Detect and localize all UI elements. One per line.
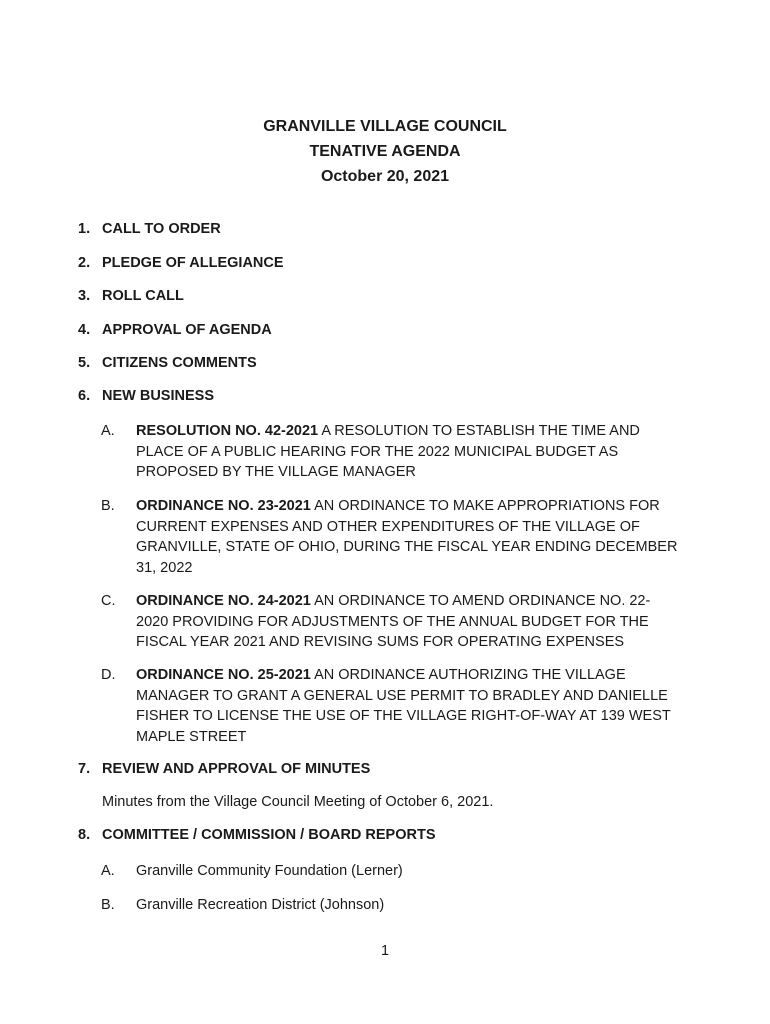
item-number: 6. [78, 388, 91, 404]
sub-item-letter: B. [101, 897, 115, 913]
agenda-item-reports [78, 827, 436, 843]
item-label: REVIEW AND APPROVAL OF MINUTES [102, 761, 371, 777]
agenda-date: October 20, 2021 [320, 168, 450, 185]
agenda-title: TENATIVE AGENDA [309, 143, 461, 160]
sub-item-letter: A. [101, 863, 115, 879]
item-number: 5. [78, 355, 91, 371]
agenda-item-roll-call [78, 288, 184, 304]
item-label: NEW BUSINESS [102, 388, 214, 404]
item-label: ROLL CALL [102, 288, 184, 304]
agenda-item-new-business [78, 388, 214, 404]
item-label: APPROVAL OF AGENDA [102, 322, 272, 338]
item-number: 4. [78, 322, 91, 338]
item-number: 8. [78, 827, 91, 843]
sub-item-body [136, 421, 681, 483]
item-number: 2. [78, 255, 91, 271]
agenda-item-pledge [78, 255, 284, 271]
agenda-item-approval-of-agenda [78, 322, 272, 338]
sub-item-letter: A. [101, 423, 115, 439]
item-label: CALL TO ORDER [102, 221, 221, 237]
minutes-note: Minutes from the Village Council Meeting of October 6, 2021. [102, 794, 494, 810]
resolution-text: A RESOLUTION TO ESTABLISH THE TIME AND PLACE OF A PUBLIC HEARING FOR THE 2022 MUNICIPAL BUDGET AS PROPOSED BY THE VILLAGE MANAGER [136, 423, 640, 480]
item-number: 1. [78, 221, 91, 237]
report-text: Granville Community Foundation (Lerner) [136, 863, 403, 879]
sub-item-body [136, 591, 681, 653]
item-number: 7. [78, 761, 91, 777]
ordinance-text: AN ORDINANCE TO MAKE APPROPRIATIONS FOR CURRENT EXPENSES AND OTHER EXPENDITURES OF THE VILLAGE OF GRANVILLE, STATE OF OHIO, DURING THE FISCAL YEAR ENDING DECEMBER 31, 2022 [136, 498, 678, 576]
council-title: GRANVILLE VILLAGE COUNCIL [263, 118, 507, 135]
agenda-item-citizens-comments [78, 355, 257, 371]
report-text: Granville Recreation District (Johnson) [136, 897, 385, 913]
sub-item-letter: B. [101, 498, 115, 514]
ordinance-text: AN ORDINANCE AUTHORIZING THE VILLAGE MANAGER TO GRANT A GENERAL USE PERMIT TO BRADLEY AND DANIELLE FISHER TO LICENSE THE USE OF THE VILLAGE RIGHT-OF-WAY AT 139 WEST MAPLE STREET [136, 667, 671, 745]
ordinance-ref: ORDINANCE NO. 25-2021 [136, 667, 311, 683]
sub-item-letter: C. [101, 593, 116, 609]
page-number: 1 [380, 943, 390, 959]
sub-item-body [136, 496, 681, 578]
item-label: PLEDGE OF ALLEGIANCE [102, 255, 284, 271]
item-label: CITIZENS COMMENTS [102, 355, 257, 371]
resolution-ref: RESOLUTION NO. 42-2021 [136, 423, 319, 439]
ordinance-text: AN ORDINANCE TO AMEND ORDINANCE NO. 22-2020 PROVIDING FOR ADJUSTMENTS OF THE ANNUAL BUDGET FOR THE FISCAL YEAR 2021 AND REVISING SUMS FOR OPERATING EXPENSES [136, 593, 651, 650]
ordinance-ref: ORDINANCE NO. 23-2021 [136, 498, 311, 514]
item-label: COMMITTEE / COMMISSION / BOARD REPORTS [102, 827, 436, 843]
sub-item-letter: D. [101, 667, 116, 683]
sub-item-body [136, 665, 681, 747]
item-number: 3. [78, 288, 91, 304]
agenda-item-call-to-order [78, 221, 221, 237]
ordinance-ref: ORDINANCE NO. 24-2021 [136, 593, 311, 609]
agenda-item-review-minutes [78, 761, 370, 777]
